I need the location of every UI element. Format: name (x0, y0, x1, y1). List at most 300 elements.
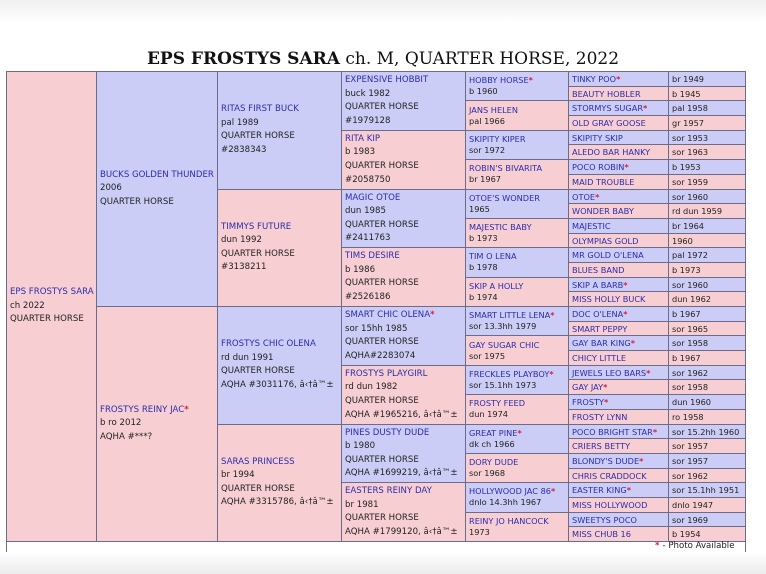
ancestor-detail: br 1981 (345, 499, 379, 510)
ancestor-name-line (469, 428, 565, 439)
ancestor-name-line (572, 352, 665, 365)
pedigree-cell (465, 482, 569, 512)
ancestor-detail: #1979128 (345, 115, 391, 126)
great-great-grandparent-cell (568, 115, 669, 131)
ancestor-name: MAJESTIC BABY (469, 222, 532, 233)
ancestor-name-line (469, 75, 565, 86)
ancestor-name: EPS FROSTYS SARA (10, 287, 94, 298)
great-great-grandparent-cell (568, 512, 669, 528)
ancestor-name-line (572, 176, 665, 189)
ancestor-detail: dun 1974 (469, 409, 509, 420)
great-great-grandparent-cell (568, 453, 669, 469)
pedigree-cell (341, 365, 466, 425)
ancestor-detail: b 1980 (345, 441, 376, 452)
photo-available-icon: * (616, 74, 621, 84)
great-great-grandparent-cell (568, 394, 669, 410)
ancestor-name-line (572, 323, 665, 336)
ancestor-name: OTOE'S WONDER (469, 192, 540, 203)
ancestor-name: GAY BAR KING (572, 338, 631, 349)
photo-available-icon: * (639, 455, 644, 466)
ancestor-info-cell: sor 1962 (668, 468, 746, 484)
ancestor-name: BLUES BAND (572, 264, 625, 275)
ancestor-info-cell: sor 1963 (668, 144, 746, 160)
ancestor-name: BEAUTY HOBLER (572, 88, 641, 99)
pedigree-cell (341, 482, 466, 542)
pedigree-cell (465, 100, 569, 130)
ancestor-name: MAGIC OTOE (345, 192, 401, 203)
ancestor-detail: QUARTER HORSE (345, 395, 419, 406)
ancestor-name: DORY DUDE (469, 457, 519, 468)
ancestor-name: SMART CHIC OLENA (345, 310, 431, 320)
ancestor-name-line (572, 191, 665, 204)
ancestor-info-cell: sor 1960 (668, 189, 746, 205)
ancestor-name: RITA KIP (345, 133, 381, 144)
ancestor-detail: 1973 (469, 526, 490, 537)
horse-name: EPS FROSTYS SARA (146, 49, 340, 69)
great-great-grandparent-cell (568, 526, 669, 542)
great-great-grandparent-cell (568, 86, 669, 102)
ancestor-name-line (345, 192, 462, 206)
ancestor-name-line (572, 470, 665, 483)
ancestor-name: MISS HOLLYWOOD (572, 499, 648, 510)
ancestor-name-line (572, 440, 665, 453)
ancestor-info-cell: ro 1958 (668, 409, 746, 425)
ancestor-detail: AQHA#2283074 (345, 350, 416, 361)
ancestor-detail: sor 1968 (469, 468, 506, 479)
ancestor-name-line (572, 161, 665, 174)
photo-available-icon: * (623, 279, 628, 290)
ancestor-name: SKIPITY SKIP (572, 132, 623, 143)
page-title (0, 49, 766, 69)
ancestor-name-line (572, 73, 665, 86)
ancestor-detail: pal 1989 (221, 117, 259, 128)
ancestor-name: POCO BRIGHT STAR (572, 426, 653, 437)
pedigree-cell (217, 189, 342, 308)
ancestor-name-line (572, 514, 665, 527)
ancestor-info-cell: pal 1958 (668, 100, 746, 116)
great-great-grandparent-cell (568, 189, 669, 205)
photo-available-icon: * (623, 309, 628, 319)
ancestor-detail: QUARTER HORSE (345, 219, 419, 230)
ancestor-name: SARAS PRINCESS (221, 456, 295, 467)
ancestor-info-cell: sor 1957 (668, 453, 746, 469)
ancestor-name: OLYMPIAS GOLD (572, 235, 639, 246)
ancestor-detail: QUARTER HORSE (221, 366, 295, 377)
ancestor-name-line (572, 249, 665, 262)
ancestor-name-line (345, 427, 462, 441)
ancestor-name-line (345, 133, 462, 147)
ancestor-name-line (469, 369, 565, 380)
ancestor-name: BUCKS GOLDEN THUNDER (100, 169, 214, 180)
ancestor-detail: QUARTER HORSE (221, 131, 295, 142)
pedigree-cell (341, 424, 466, 484)
ancestor-name: POCO ROBIN (572, 162, 625, 173)
ancestor-name-line (572, 426, 665, 439)
ancestor-name-line (572, 220, 665, 233)
ancestor-detail: sor 1975 (469, 350, 506, 361)
ancestor-detail: pal 1966 (469, 115, 505, 126)
ancestor-name-line (469, 398, 565, 409)
ancestor-name: SKIP A BARB (572, 279, 624, 290)
great-great-grandparent-cell (568, 247, 669, 263)
ancestor-detail: br 1967 (469, 174, 502, 185)
ancestor-name-line (469, 281, 565, 292)
great-great-grandparent-cell (568, 379, 669, 395)
ancestor-name: CRIERS BETTY (572, 441, 631, 452)
great-great-grandparent-cell (568, 218, 669, 234)
ancestor-detail: dnlo 14.3hh 1967 (469, 497, 542, 508)
ancestor-name-line (572, 235, 665, 248)
ancestor-detail: rd dun 1991 (221, 352, 274, 363)
ancestor-name: TINKY POO (572, 74, 617, 84)
pedigree-cell (341, 71, 466, 131)
ancestor-name-line (100, 404, 214, 418)
great-great-grandparent-cell (568, 497, 669, 513)
ancestor-info-cell: sor 15.2hh 1960 (668, 424, 746, 440)
ancestor-name: EASTERS REINY DAY (345, 486, 432, 497)
ancestor-name: ALEDO BAR HANKY (572, 147, 651, 158)
great-great-grandparent-cell (568, 468, 669, 484)
ancestor-detail: #2058750 (345, 174, 391, 185)
ancestor-name-line (572, 146, 665, 159)
ancestor-detail: sor 13.3hh 1979 (469, 321, 537, 332)
ancestor-detail: QUARTER HORSE (221, 483, 295, 494)
ancestor-name-line (572, 117, 665, 130)
ancestor-name-line (469, 163, 565, 174)
ancestor-name-line (572, 102, 665, 115)
ancestor-name-line (469, 105, 565, 116)
ancestor-name-line (10, 286, 93, 300)
ancestor-name: SKIPITY KIPER (469, 133, 526, 144)
ancestor-detail: #2838343 (221, 144, 267, 155)
ancestor-name: HOLLYWOOD JAC 86 (469, 486, 551, 497)
ancestor-name: CHRIS CRADDOCK (572, 470, 647, 481)
ancestor-info-cell: b 1954 (668, 526, 746, 542)
ancestor-info-cell: sor 1958 (668, 335, 746, 351)
pedigree-cell (465, 394, 569, 424)
ancestor-name-line (572, 396, 665, 409)
ancestor-name: JEWELS LEO BARS (572, 367, 647, 378)
ancestor-name: RITAS FIRST BUCK (221, 104, 299, 115)
ancestor-name: FRECKLES PLAYBOY (469, 368, 550, 379)
ancestor-info-cell: rd dun 1959 (668, 203, 746, 219)
ancestor-detail: b 1974 (469, 291, 498, 302)
ancestor-name: FROSTY (572, 397, 605, 408)
ancestor-name-line (572, 484, 665, 497)
ancestor-detail: br 1994 (221, 470, 255, 481)
great-great-grandparent-cell (568, 424, 669, 440)
pedigree-cell (96, 71, 218, 307)
ancestor-name-line (221, 221, 338, 235)
ancestor-detail: QUARTER HORSE (345, 278, 419, 289)
ancestor-name: STORMYS SUGAR (572, 103, 644, 114)
ancestor-name: FROSTY FEED (469, 398, 526, 409)
ancestor-name-line (469, 193, 565, 204)
photo-available-icon: * (652, 426, 658, 437)
ancestor-name: SMART PEPPY (572, 323, 628, 334)
ancestor-info-cell: sor 1969 (668, 512, 746, 528)
ancestor-info-cell: gr 1957 (668, 115, 746, 131)
ancestor-detail: AQHA #1965216, â‹†â™± (345, 409, 458, 420)
ancestor-detail: sor 15.1hh 1973 (469, 379, 537, 390)
photo-available-icon: * (551, 486, 556, 497)
great-great-grandparent-cell (568, 438, 669, 454)
ancestor-name-line (572, 411, 665, 424)
ancestor-name-line (572, 308, 665, 321)
ancestor-info-cell: sor 1959 (668, 174, 746, 190)
ancestor-info-cell: br 1949 (668, 71, 746, 87)
ancestor-name: OTOE (572, 191, 596, 202)
ancestor-name: GAY SUGAR CHIC (469, 339, 540, 350)
ancestor-name: WONDER BABY (572, 206, 634, 217)
ancestor-detail: AQHA #3315786, â‹†â™± (221, 497, 334, 508)
photo-available-icon: * (624, 162, 629, 173)
ancestor-detail: AQHA #***? (100, 431, 153, 442)
ancestor-info-cell: b 1945 (668, 86, 746, 102)
ancestor-detail: QUARTER HORSE (345, 513, 419, 524)
ancestor-name-line (469, 251, 565, 262)
ancestor-name-line (572, 132, 665, 145)
ancestor-name-line (572, 337, 665, 350)
ancestor-detail: b ro 2012 (100, 418, 142, 429)
ancestor-name-line (572, 293, 665, 306)
ancestor-name-line (469, 486, 565, 497)
ancestor-name-line (469, 340, 565, 351)
ancestor-name: TIMS DESIRE (345, 251, 400, 262)
pedigree-cell (465, 71, 569, 101)
photo-available-icon: * (549, 368, 554, 379)
pedigree-cell (465, 453, 569, 483)
photo-available-icon: * (517, 427, 522, 438)
ancestor-name: TIMMYS FUTURE (221, 221, 292, 232)
ancestor-name: FROSTYS REINY JAC (100, 404, 185, 415)
pedigree-cell (465, 218, 569, 248)
ancestor-detail: 1965 (469, 203, 490, 214)
top-fade (0, 0, 766, 22)
pedigree-cell (341, 189, 466, 249)
ancestor-detail: QUARTER HORSE (221, 248, 295, 259)
ancestor-detail: #3138211 (221, 262, 267, 273)
great-great-grandparent-cell (568, 350, 669, 366)
ancestor-detail: AQHA #1799120, â‹†â™± (345, 527, 458, 538)
ancestor-name: GREAT PINE (469, 427, 518, 438)
photo-available-icon: * (630, 338, 635, 349)
ancestor-name-line (469, 310, 565, 321)
ancestor-name: MR GOLD O'LENA (572, 250, 644, 261)
ancestor-name: MISS CHUB 16 (572, 529, 631, 540)
pedigree-cell (217, 424, 342, 543)
pedigree-cell (465, 365, 569, 395)
ancestor-name: DOC O'LENA (572, 309, 624, 319)
pedigree-cell (341, 130, 466, 190)
ancestor-name-line (469, 457, 565, 468)
great-great-grandparent-cell (568, 144, 669, 160)
ancestor-detail: b 1973 (469, 233, 498, 244)
ancestor-name: GAY JAY (572, 382, 604, 393)
ancestor-detail: dun 1985 (345, 206, 386, 217)
ancestor-detail: QUARTER HORSE (345, 454, 419, 465)
pedigree-cell (96, 306, 218, 542)
ancestor-detail: #2526186 (345, 292, 391, 303)
ancestor-detail: 2006 (100, 183, 122, 194)
great-great-grandparent-cell (568, 365, 669, 381)
ancestor-detail: buck 1982 (345, 88, 391, 99)
ancestor-name: ROBIN'S BIVARITA (469, 163, 543, 174)
great-great-grandparent-cell (568, 335, 669, 351)
ancestor-name: CHICY LITTLE (572, 353, 627, 364)
ancestor-info-cell: br 1964 (668, 218, 746, 234)
great-great-grandparent-cell (568, 100, 669, 116)
ancestor-info-cell: sor 15.1hh 1951 (668, 482, 746, 498)
photo-available-icon: * (430, 310, 435, 320)
ancestor-info-cell: b 1973 (668, 262, 746, 278)
pedigree-cell (465, 189, 569, 219)
photo-available-icon: * (626, 485, 631, 496)
ancestor-name-line (469, 134, 565, 145)
pedigree-cell (465, 512, 569, 542)
ancestor-name: OLD GRAY GOOSE (572, 118, 646, 129)
ancestor-name-line (572, 455, 665, 468)
ancestor-detail: sor 1972 (469, 144, 506, 155)
pedigree-cell (465, 424, 569, 454)
ancestor-info-cell: b 1967 (668, 350, 746, 366)
ancestor-info-cell: sor 1962 (668, 365, 746, 381)
photo-available-icon: * (528, 75, 533, 86)
ancestor-info-cell: dun 1962 (668, 291, 746, 307)
ancestor-name-line (572, 499, 665, 512)
ancestor-detail: QUARTER HORSE (345, 102, 419, 113)
ancestor-detail: dk ch 1966 (469, 438, 515, 449)
pedigree-cell (465, 247, 569, 277)
ancestor-info-cell: pal 1972 (668, 247, 746, 263)
photo-available-icon: * (595, 191, 600, 202)
great-great-grandparent-cell (568, 203, 669, 219)
photo-available-icon: * (604, 397, 609, 408)
pedigree-cell (6, 71, 97, 542)
ancestor-info-cell: sor 1965 (668, 321, 746, 337)
great-great-grandparent-cell (568, 321, 669, 337)
ancestor-name-line (469, 516, 565, 527)
ancestor-name: REINY JO HANCOCK (469, 515, 549, 526)
ancestor-info-cell: b 1967 (668, 306, 746, 322)
horse-description: ch. M, QUARTER HORSE, 2022 (339, 49, 620, 69)
pedigree-cell (465, 159, 569, 189)
ancestor-name: JANS HELEN (469, 104, 518, 115)
ancestor-info-cell: 1960 (668, 233, 746, 249)
ancestor-name-line (572, 264, 665, 277)
ancestor-name-line (572, 528, 665, 541)
ancestor-name-line (221, 338, 338, 352)
great-great-grandparent-cell (568, 277, 669, 293)
photo-legend-text: - Photo Available (662, 541, 735, 551)
great-great-grandparent-cell (568, 174, 669, 190)
ancestor-name: MISS HOLLY BUCK (572, 294, 646, 305)
ancestor-detail: QUARTER HORSE (100, 196, 174, 207)
ancestor-detail: #2411763 (345, 233, 391, 244)
great-great-grandparent-cell (568, 130, 669, 146)
ancestor-detail: QUARTER HORSE (345, 337, 419, 348)
ancestor-info-cell: sor 1960 (668, 277, 746, 293)
ancestor-name: MAJESTIC (572, 220, 611, 231)
ancestor-detail: b 1978 (469, 262, 498, 273)
ancestor-name: SWEETYS POCO (572, 514, 637, 525)
ancestor-info-cell: b 1953 (668, 159, 746, 175)
ancestor-detail: dun 1992 (221, 235, 262, 246)
ancestor-info-cell: sor 1958 (668, 379, 746, 395)
ancestor-name-line (572, 205, 665, 218)
photo-legend (655, 541, 734, 551)
ancestor-name-line (345, 485, 462, 499)
ancestor-name-line (345, 250, 462, 264)
ancestor-name: SMART LITTLE LENA (469, 310, 551, 321)
pedigree-cell (465, 306, 569, 336)
photo-available-icon: * (603, 382, 608, 393)
pedigree-cell (465, 130, 569, 160)
pedigree-cell (341, 247, 466, 307)
ancestor-name: FROSTYS CHIC OLENA (221, 339, 316, 350)
ancestor-detail: b 1986 (345, 264, 376, 275)
ancestor-name-line (345, 368, 462, 382)
photo-available-icon: * (643, 103, 648, 114)
pedigree-cell (341, 306, 466, 366)
great-great-grandparent-cell (568, 482, 669, 498)
ancestor-name: EXPENSIVE HOBBIT (345, 75, 429, 85)
ancestor-name: TIM O LENA (469, 251, 517, 262)
ancestor-name: BLONDY'S DUDE (572, 455, 640, 466)
ancestor-detail: rd dun 1982 (345, 382, 398, 393)
ancestor-name-line (345, 74, 462, 88)
ancestor-name-line (100, 169, 214, 183)
photo-available-icon: * (184, 404, 189, 415)
pedigree-cell (465, 335, 569, 365)
great-great-grandparent-cell (568, 71, 669, 87)
ancestor-info-cell: sor 1957 (668, 438, 746, 454)
ancestor-name-line (221, 456, 338, 470)
great-great-grandparent-cell (568, 159, 669, 175)
photo-marker: * (655, 541, 663, 551)
great-great-grandparent-cell (568, 306, 669, 322)
ancestor-detail: b 1983 (345, 147, 376, 158)
pedigree-cell (465, 277, 569, 307)
ancestor-info-cell: dun 1960 (668, 394, 746, 410)
ancestor-detail: QUARTER HORSE (10, 314, 84, 325)
ancestor-name: MAID TROUBLE (572, 176, 635, 187)
ancestor-name-line (469, 222, 565, 233)
ancestor-name: HOBBY HORSE (469, 75, 529, 86)
ancestor-detail: AQHA #3031176, â‹†â™± (221, 379, 334, 390)
ancestor-name: SKIP A HOLLY (469, 280, 524, 291)
ancestor-info-cell: sor 1953 (668, 130, 746, 146)
great-great-grandparent-cell (568, 233, 669, 249)
pedigree-cell (217, 71, 342, 190)
bottom-fade (0, 552, 766, 574)
ancestor-name: FROSTYS PLAYGIRL (345, 368, 428, 379)
ancestor-name-line (572, 381, 665, 394)
ancestor-name: EASTER KING (572, 485, 627, 496)
pedigree-cell (217, 306, 342, 425)
ancestor-name: PINES DUSTY DUDE (345, 427, 430, 438)
great-great-grandparent-cell (568, 262, 669, 278)
ancestor-detail: sor 15hh 1985 (345, 323, 408, 334)
ancestor-detail: b 1960 (469, 86, 498, 97)
great-great-grandparent-cell (568, 409, 669, 425)
ancestor-name-line (572, 367, 665, 380)
ancestor-name-line (572, 88, 665, 101)
ancestor-name: FROSTY LYNN (572, 411, 628, 422)
ancestor-info-cell: dnlo 1947 (668, 497, 746, 513)
ancestor-name-line (345, 309, 462, 323)
photo-available-icon: * (646, 367, 651, 378)
